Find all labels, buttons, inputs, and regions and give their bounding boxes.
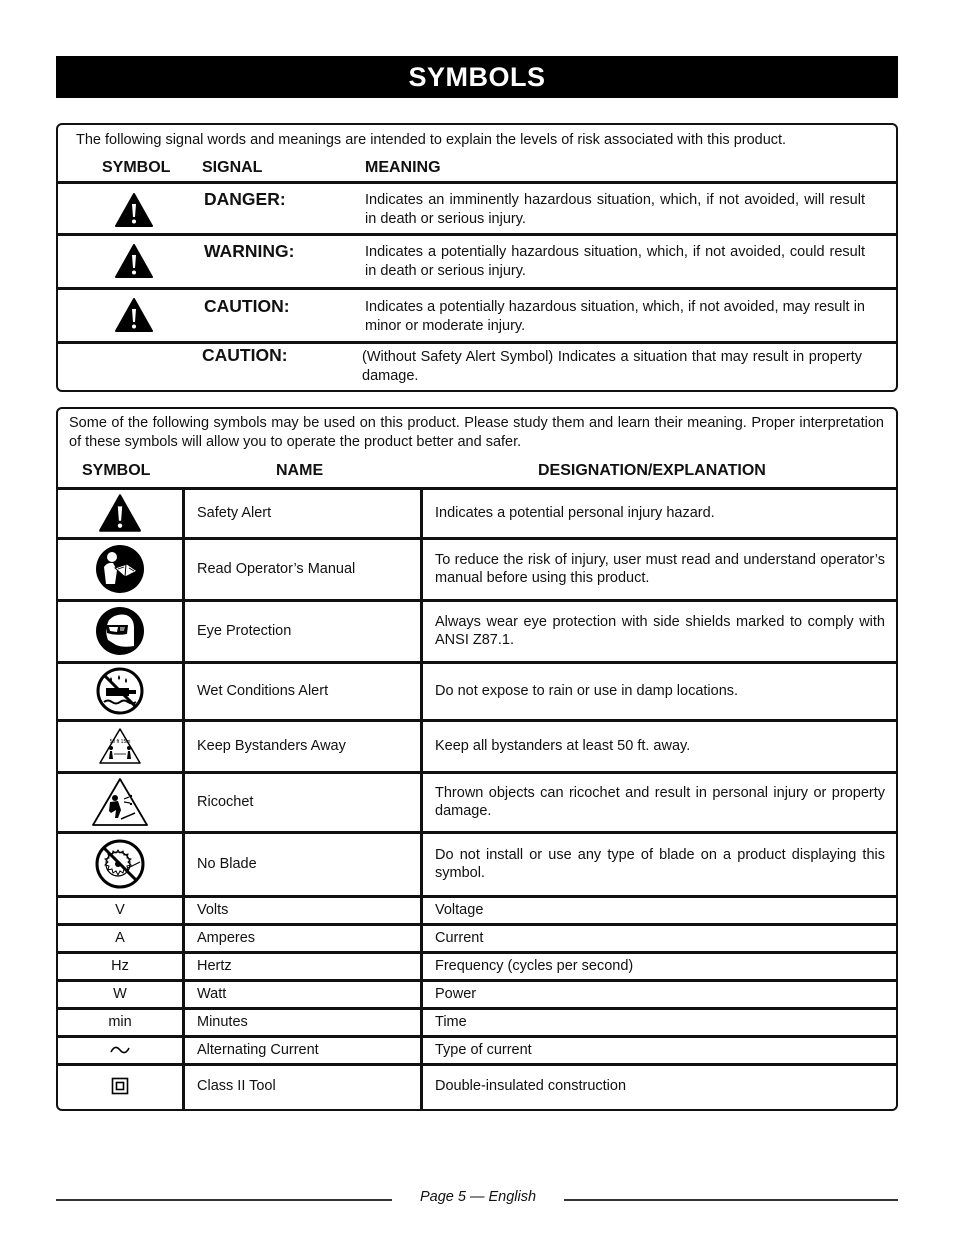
symbol-name: Amperes bbox=[197, 930, 256, 946]
safety-alert-icon bbox=[114, 192, 154, 228]
signal-meaning: Indicates a potentially hazardous situation, which, if not avoided, could result in death or serious injury. bbox=[365, 244, 865, 279]
safety-alert-icon bbox=[114, 243, 154, 279]
table-row bbox=[58, 897, 896, 923]
signal-word: CAUTION: bbox=[202, 345, 288, 365]
signal-words-panel bbox=[56, 123, 898, 392]
table-header-symbol: SYMBOL bbox=[82, 462, 151, 479]
symbol-name: Alternating Current bbox=[197, 1042, 319, 1058]
bystander-distance-label: 50 ft 15m bbox=[109, 739, 131, 745]
symbol-designation: Indicates a potential personal injury hazard. bbox=[435, 504, 715, 521]
symbol-name: Ricochet bbox=[197, 794, 254, 810]
symbol-designation: Do not expose to rain or use in damp locations. bbox=[435, 682, 739, 699]
safety-alert-icon bbox=[114, 297, 154, 333]
footer-rule-left bbox=[56, 1199, 392, 1201]
ricochet-icon bbox=[91, 777, 149, 827]
symbol-text: V bbox=[115, 902, 125, 918]
table-row bbox=[58, 773, 896, 831]
symbol-name: Keep Bystanders Away bbox=[197, 738, 346, 754]
signal-row bbox=[58, 289, 896, 341]
symbol-name: Read Operator’s Manual bbox=[197, 561, 356, 577]
signal-word: CAUTION: bbox=[204, 296, 290, 316]
symbol-name: No Blade bbox=[197, 856, 257, 872]
signal-header-symbol: SYMBOL bbox=[102, 159, 171, 176]
symbols-table-panel bbox=[56, 407, 898, 1111]
signal-header-meaning: MEANING bbox=[365, 159, 441, 176]
class-ii-tool-icon bbox=[111, 1077, 129, 1095]
symbol-name: Wet Conditions Alert bbox=[197, 683, 329, 699]
symbol-designation: To reduce the risk of injury, user must read and understand operator’s manual before using this product. bbox=[435, 551, 885, 586]
signal-meaning: (Without Safety Alert Symbol) Indicates a situation that may result in property damage. bbox=[362, 349, 862, 384]
signal-word: DANGER: bbox=[204, 189, 286, 209]
signal-row bbox=[58, 343, 896, 388]
signal-row bbox=[58, 235, 896, 287]
signal-meaning: Indicates an imminently hazardous situation, which, if not avoided, will result in death or serious injury. bbox=[365, 192, 865, 227]
table-row bbox=[58, 1009, 896, 1035]
table-row bbox=[58, 663, 896, 719]
symbol-designation: Power bbox=[435, 985, 477, 1002]
symbol-designation: Current bbox=[435, 929, 484, 946]
page-footer: Page 5 — English bbox=[419, 1189, 537, 1205]
table-row bbox=[58, 539, 896, 599]
symbol-name: Safety Alert bbox=[197, 505, 272, 521]
signal-intro: The following signal words and meanings are intended to explain the levels of risk associated with this product. bbox=[76, 132, 787, 148]
table-row bbox=[58, 489, 896, 537]
symbol-designation: Keep all bystanders at least 50 ft. away. bbox=[435, 737, 691, 754]
signal-row bbox=[58, 183, 896, 233]
symbol-name: Minutes bbox=[197, 1014, 248, 1030]
table-header-designation: DESIGNATION/EXPLANATION bbox=[538, 462, 766, 479]
symbol-name: Hertz bbox=[197, 958, 232, 974]
table-row bbox=[58, 953, 896, 979]
symbols-intro: Some of the following symbols may be used on this product. Please study them and learn their meaning. Proper interpretation of these symbols will allow you to operate the product better and safer. bbox=[69, 415, 884, 450]
page-title: SYMBOLS bbox=[56, 56, 898, 98]
symbol-designation: Always wear eye protection with side shields marked to comply with ANSI Z87.1. bbox=[435, 613, 885, 648]
symbol-designation: Do not install or use any type of blade on a product displaying this symbol. bbox=[435, 846, 885, 881]
table-row bbox=[58, 925, 896, 951]
symbol-designation: Double-insulated construction bbox=[435, 1077, 627, 1094]
symbol-name: Volts bbox=[197, 902, 229, 918]
wet-conditions-icon bbox=[95, 666, 145, 716]
read-manual-icon bbox=[95, 544, 145, 594]
alternating-current-icon bbox=[109, 1043, 131, 1057]
signal-meaning: Indicates a potentially hazardous situation, which, if not avoided, may result in minor or moderate injury. bbox=[365, 299, 865, 334]
symbol-designation: Voltage bbox=[435, 901, 484, 918]
table-row bbox=[58, 721, 896, 771]
symbol-text: min bbox=[108, 1014, 132, 1030]
table-row bbox=[58, 833, 896, 895]
table-row bbox=[58, 1065, 896, 1107]
table-row bbox=[58, 1037, 896, 1063]
signal-word: WARNING: bbox=[204, 241, 295, 261]
symbol-name: Watt bbox=[197, 986, 227, 1002]
table-row bbox=[58, 601, 896, 661]
safety-alert-icon bbox=[98, 493, 142, 533]
symbol-designation: Type of current bbox=[435, 1041, 532, 1058]
symbol-name: Class II Tool bbox=[197, 1078, 276, 1094]
symbol-text: W bbox=[113, 986, 127, 1002]
symbol-text: A bbox=[115, 930, 125, 946]
signal-header-signal: SIGNAL bbox=[202, 159, 263, 176]
table-row bbox=[58, 981, 896, 1007]
eye-protection-icon bbox=[94, 606, 146, 656]
symbol-designation: Frequency (cycles per second) bbox=[435, 957, 634, 974]
symbol-text: Hz bbox=[111, 958, 129, 974]
keep-bystanders-away-icon bbox=[98, 727, 142, 765]
symbol-designation: Time bbox=[435, 1013, 467, 1030]
symbol-designation: Thrown objects can ricochet and result in personal injury or property damage. bbox=[435, 784, 885, 819]
no-blade-icon bbox=[94, 838, 146, 890]
table-header-name: NAME bbox=[276, 462, 324, 479]
symbol-name: Eye Protection bbox=[197, 623, 292, 639]
footer-rule-right bbox=[564, 1199, 898, 1201]
